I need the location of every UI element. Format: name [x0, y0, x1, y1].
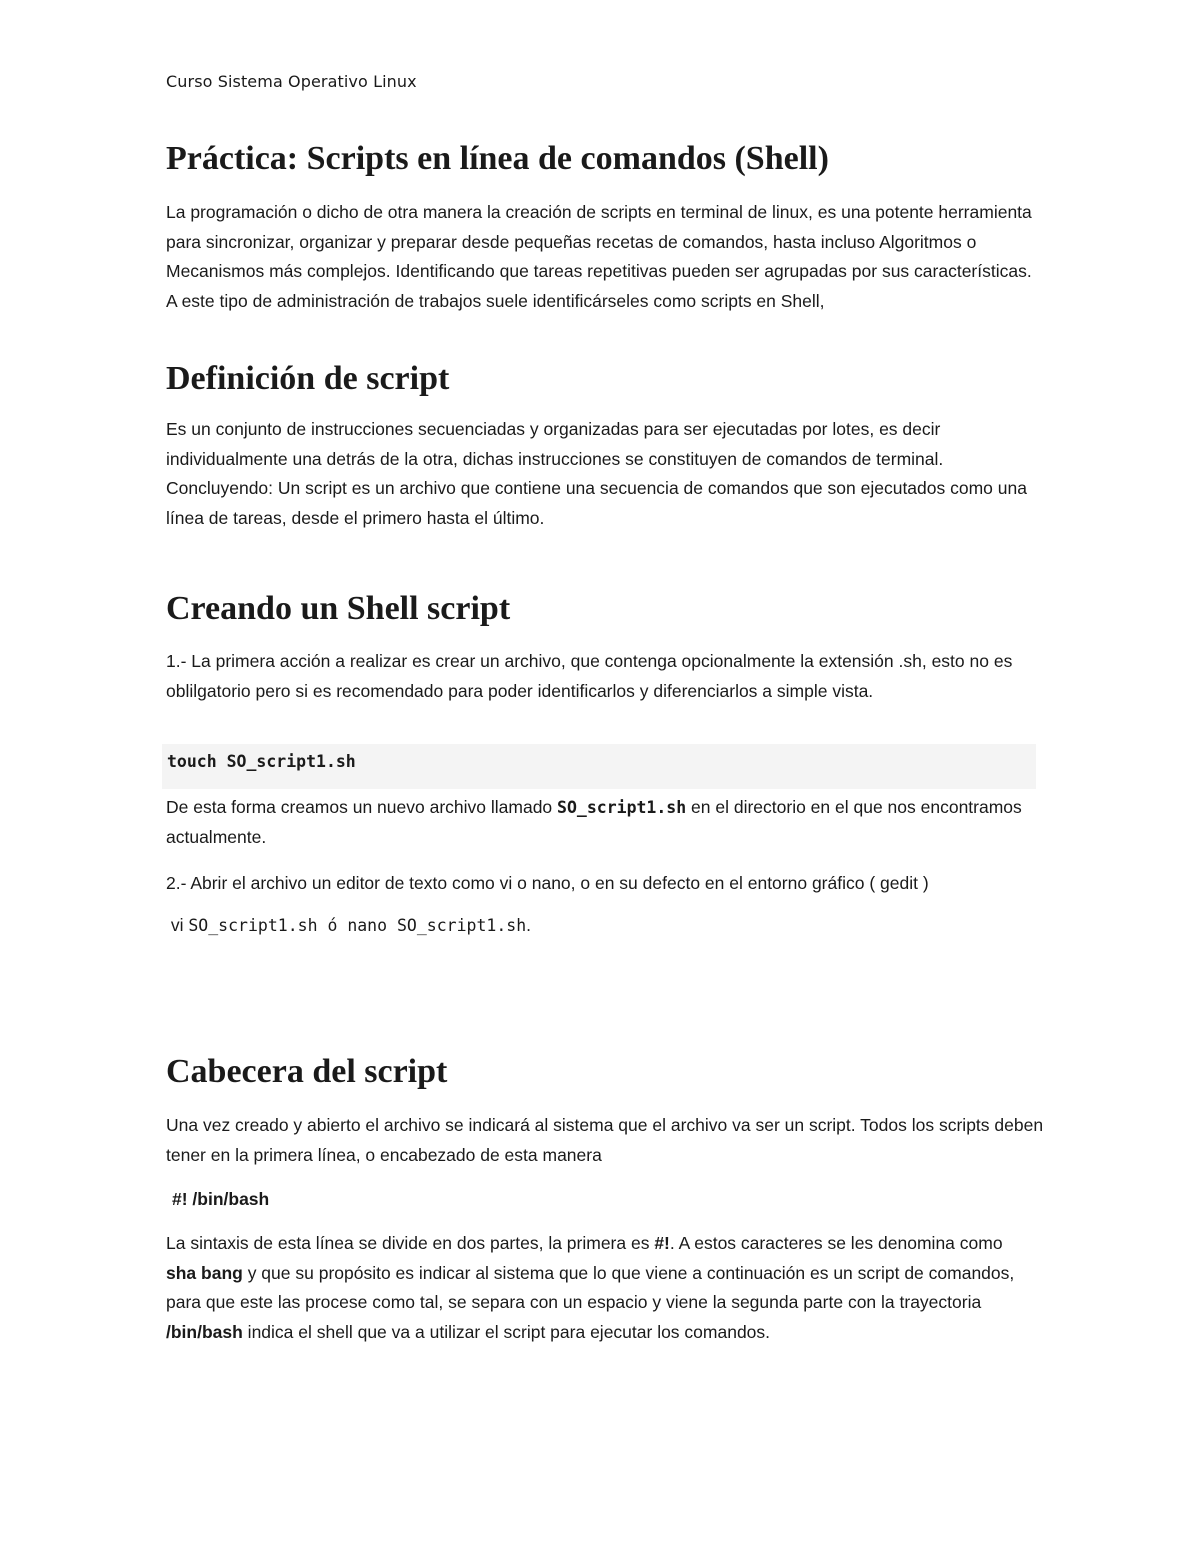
header-section-paragraph: Una vez creado y abierto el archivo se indicará al sistema que el archivo va ser un script. Todos los scripts deben tener en la primera línea, o encabezado de esta manera	[166, 1115, 1044, 1165]
definition-paragraph: Es un conjunto de instrucciones secuenciadas y organizadas para ser ejecutadas por lotes, es decir individualmente una detrás de la otra, dichas instrucciones se constituyen de comandos de terminal. Concluyendo: Un script es un archivo que contiene una secuencia de comandos que son ejecutados como una línea de tareas, desde el primero hasta el último.	[166, 419, 1027, 528]
intro-paragraph: La programación o dicho de otra manera la creación de scripts en terminal de linux, es una potente herramienta para sincronizar, organizar y preparar desde pequeñas recetas de comandos, hasta incluso Algoritmos o Mecanismos más complejos. Identificando que tareas repetitivas pueden ser agrupadas por sus características. A este tipo de administración de trabajos suele identificárseles como scripts en Shell,	[166, 202, 1032, 311]
syntax-text-2: . A estos caracteres se les denomina como	[669, 1233, 1003, 1253]
vi-nano-command-line	[166, 911, 1046, 941]
after-code-paragraph	[166, 793, 1036, 852]
syntax-bold-sha-bang: sha bang	[166, 1262, 243, 1283]
after-code-filename: SO_script1.sh	[557, 798, 687, 817]
syntax-bold-bin-bash: /bin/bash	[166, 1321, 243, 1342]
syntax-text-1: La sintaxis de esta línea se divide en dos partes, la primera es	[166, 1233, 655, 1253]
document-header: Curso Sistema Operativo Linux	[166, 72, 417, 91]
vi-nano-command: SO_script1.sh ó nano SO_script1.sh	[188, 916, 527, 935]
syntax-text-4: indica el shell que va a utilizar el script para ejecutar los comandos.	[242, 1321, 771, 1342]
code-block	[162, 744, 1036, 789]
syntax-paragraph	[166, 1229, 1036, 1347]
creating-heading: Creando un Shell script	[166, 590, 511, 627]
code-touch-command: touch SO_script1.sh	[167, 752, 356, 771]
header-section-heading: Cabecera del script	[166, 1053, 448, 1090]
after-code-text-pre: De esta forma creamos un nuevo archivo llamado	[166, 797, 558, 817]
syntax-bold-shebang: #!	[654, 1233, 670, 1253]
shebang-line: #! /bin/bash	[172, 1189, 270, 1209]
syntax-text-3: y que su propósito es indicar al sistema que lo que viene a continuación es un script de comandos, para que este las procese como tal, se separa con un espacio y viene la segunda parte con la trayectoria	[166, 1262, 1015, 1312]
vi-command-pre: vi	[166, 915, 189, 935]
step1-paragraph: 1.- La primera acción a realizar es crear un archivo, que contenga opcionalmente la extensión .sh, esto no es oblilgatorio pero si es recomendado para poder identificarlos y diferenciarlos a simple vista.	[166, 651, 1013, 701]
after-code-text-post: en el directorio en el que nos encontramos actualmente.	[166, 797, 1022, 847]
step2-paragraph: 2.- Abrir el archivo un editor de texto como vi o nano, o en su defecto en el entorno gráfico ( gedit )	[166, 873, 929, 893]
vi-command-post: .	[526, 915, 532, 935]
definition-heading: Definición de script	[166, 360, 450, 397]
page-title: Práctica: Scripts en línea de comandos (Shell)	[166, 140, 829, 177]
